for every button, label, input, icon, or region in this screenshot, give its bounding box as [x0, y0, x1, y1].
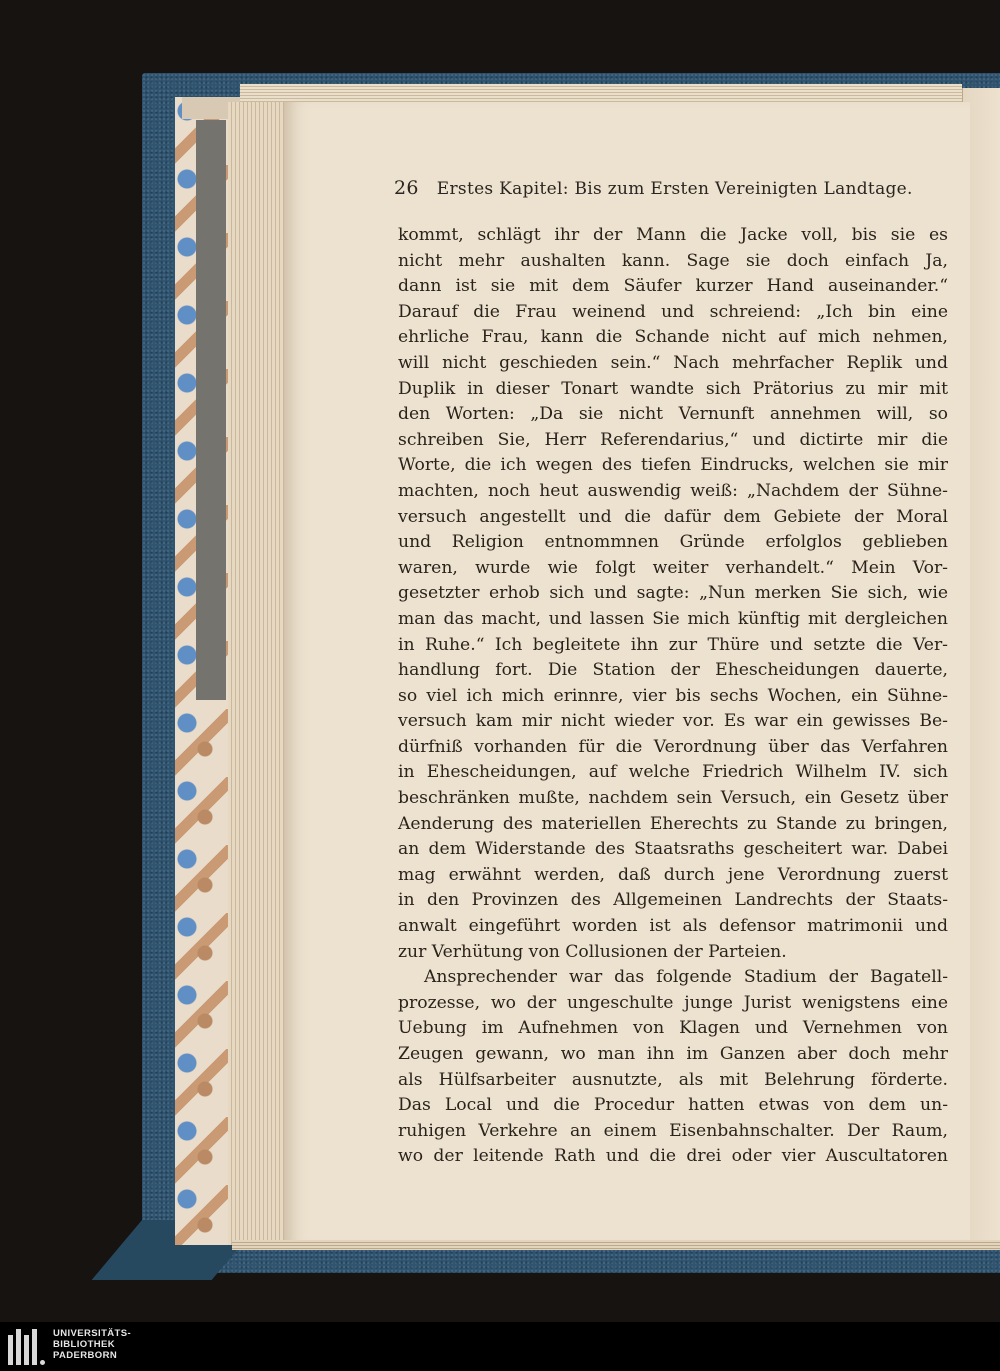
flyleaf-dark	[196, 120, 226, 700]
text-line: gesetzter erhob sich und sagte: „Nun merken Sie sich, wie	[398, 583, 948, 604]
running-header	[394, 177, 913, 199]
text-line: Aenderung des materiellen Eherechts zu Stande zu bringen,	[398, 813, 948, 834]
text-line: so viel ich mich erinnre, vier bis sechs Wochen, ein Sühne-	[398, 685, 948, 706]
text-line: zur Verhütung von Collusionen der Parteien.	[398, 941, 787, 962]
text-line: schreiben Sie, Herr Referendarius,“ und dictirte mir die	[398, 429, 948, 450]
text-line: in den Provinzen des Allgemeinen Landrechts der Staats-	[398, 890, 948, 911]
page-stack-left	[228, 102, 288, 1245]
running-head-title: Erstes Kapitel: Bis zum Ersten Vereinigten Landtage.	[436, 179, 913, 199]
text-line: waren, wurde wie folgt weiter verhandelt.“ Mein Vor-	[398, 557, 948, 578]
text-line: man das macht, und lassen Sie mich künftig mit dergleichen	[398, 608, 948, 629]
library-line-1: UNIVERSITÄTS-	[53, 1328, 132, 1339]
text-line: ruhigen Verkehre an einem Eisenbahnschalter. Der Raum,	[398, 1120, 948, 1141]
text-line: Duplik in dieser Tonart wandte sich Prätorius zu mir mit	[398, 378, 948, 399]
text-line: versuch angestellt und die dafür dem Gebiete der Moral	[398, 506, 948, 527]
text-line: ehrliche Frau, kann die Schande nicht auf mich nehmen,	[398, 327, 948, 348]
text-line: Uebung im Aufnehmen von Klagen und Vernehmen von	[398, 1018, 948, 1039]
text-line: versuch kam mir nicht wieder vor. Es war ein gewisses Be-	[398, 711, 948, 732]
text-line: Zeugen gewann, wo man ihn im Ganzen aber doch mehr	[398, 1044, 948, 1064]
text-line: an dem Widerstande des Staatsraths gescheitert war. Dabei	[398, 839, 948, 860]
page-number: 26	[394, 177, 419, 199]
text-line: mag erwähnt werden, daß durch jene Verordnung zuerst	[398, 864, 948, 885]
text-line: dann ist sie mit dem Säufer kurzer Hand auseinander.“	[398, 276, 948, 297]
text-line: Darauf die Frau weinend und schreiend: „Ich bin eine	[398, 301, 948, 322]
text-line: kommt, schlägt ihr der Mann die Jacke voll, bis sie es	[398, 225, 948, 245]
text-line: und Religion entnommnen Gründe erfolglos geblieben	[398, 532, 948, 553]
library-line-3: PADERBORN	[53, 1350, 118, 1361]
text-line: als Hülfsarbeiter ausnutzte, als mit Belehrung förderte.	[398, 1069, 948, 1090]
text-line: in Ehescheidungen, auf welche Friedrich Wilhelm IV. sich	[398, 762, 948, 783]
library-logo-icon	[6, 1325, 48, 1369]
text-line: Das Local und die Procedur hatten etwas von dem un-	[398, 1095, 948, 1116]
text-line: prozesse, wo der ungeschulte junge Jurist wenigstens eine	[398, 992, 948, 1013]
text-line: beschränken mußte, nachdem sein Versuch, ein Gesetz über	[398, 788, 948, 809]
page-body-text	[398, 223, 948, 1170]
text-line: den Worten: „Da sie nicht Vernunft annehmen will, so	[398, 404, 948, 425]
library-line-2: BIBLIOTHEK	[53, 1339, 116, 1350]
page-stack-bottom	[232, 1240, 1000, 1250]
library-name	[53, 1328, 131, 1361]
footer-bar	[0, 1322, 1000, 1371]
text-line: dürfniß vorhanden für die Verordnung über das Verfahren	[398, 736, 948, 757]
text-line: nicht mehr aushalten kann. Sage sie doch einfach Ja,	[398, 250, 948, 271]
text-line: Worte, die ich wegen des tiefen Eindrucks, welchen sie mir	[398, 455, 948, 476]
text-line: wo der leitende Rath und die drei oder vier Auscultatoren	[398, 1146, 948, 1167]
text-line: in Ruhe.“ Ich begleitete ihn zur Thüre und setzte die Ver-	[398, 634, 948, 655]
text-line: Ansprechender war das folgende Stadium der Bagatell-	[424, 967, 948, 988]
text-line: will nicht geschieden sein.“ Nach mehrfacher Replik und	[398, 352, 948, 373]
text-line: machten, noch heut auswendig weiß: „Nachdem der Sühne-	[398, 480, 948, 501]
text-line: handlung fort. Die Station der Ehescheidungen dauerte,	[398, 660, 948, 681]
text-line: anwalt eingeführt worden ist als defensor matrimonii und	[398, 916, 948, 937]
